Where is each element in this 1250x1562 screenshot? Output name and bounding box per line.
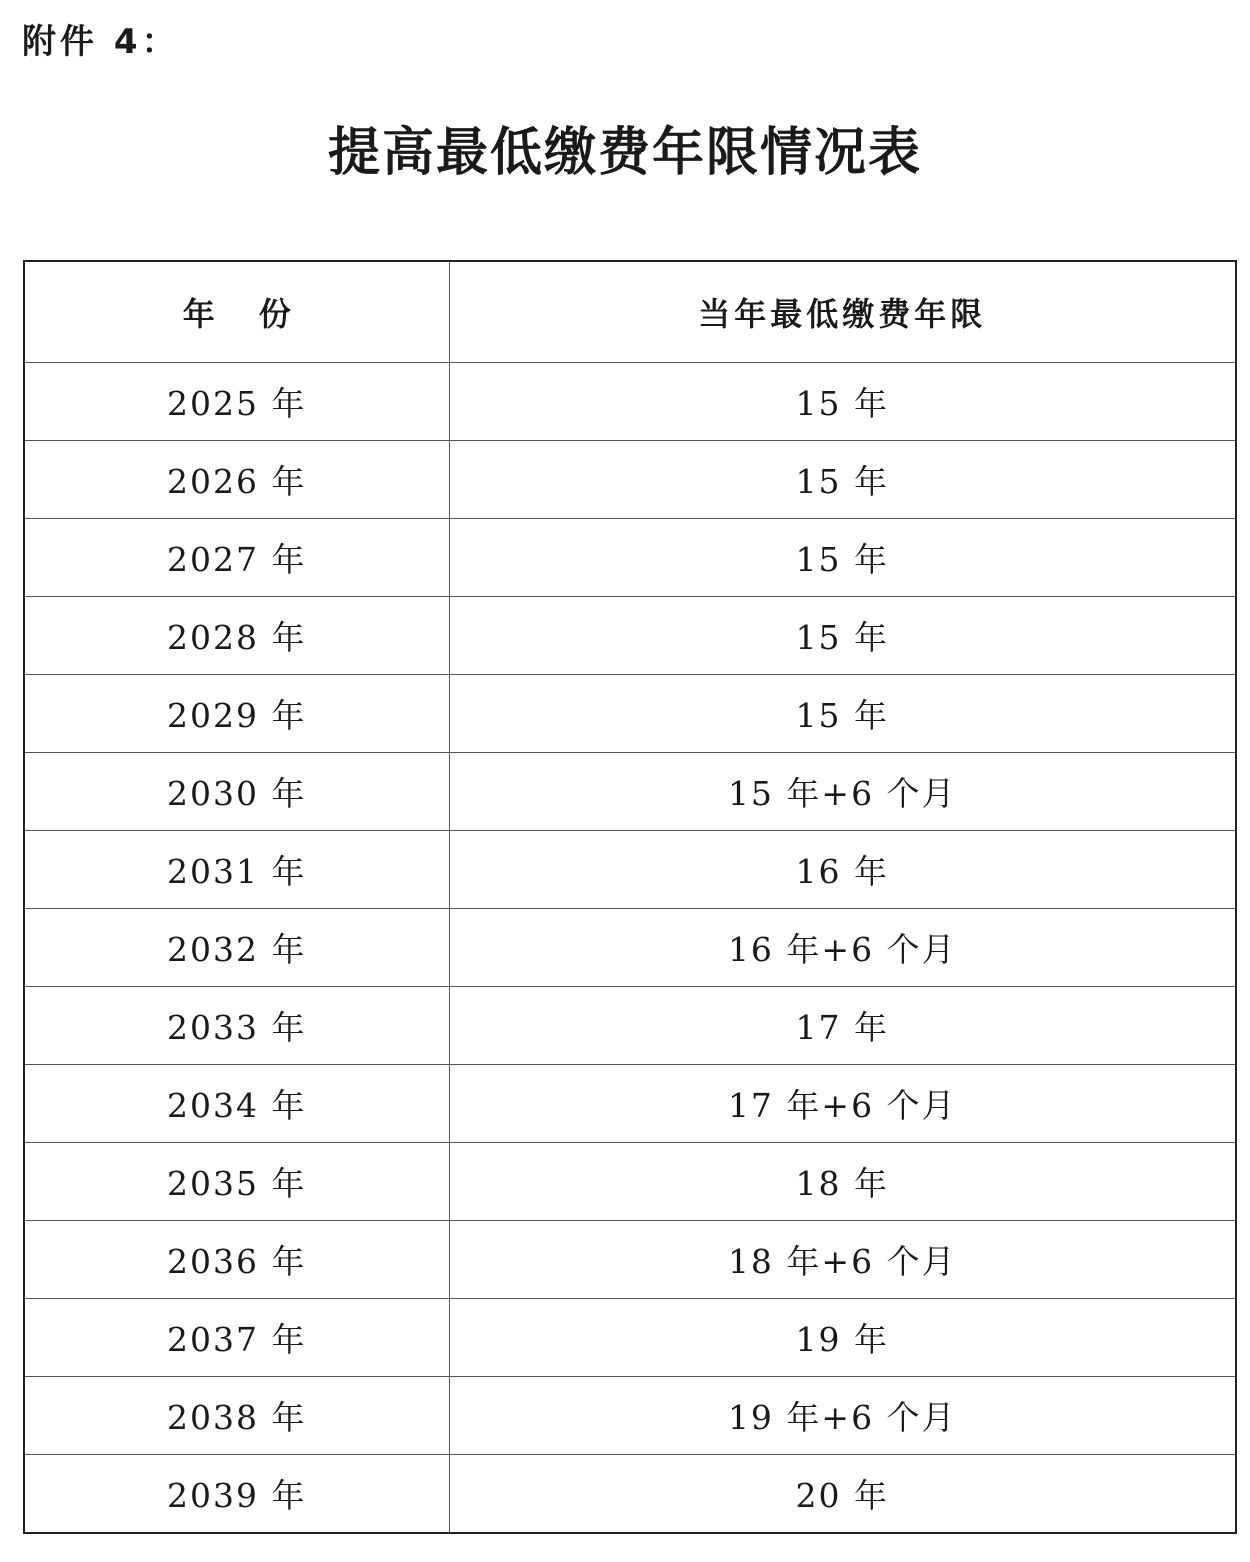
- year-cell: 2027 年: [24, 519, 449, 597]
- year-cell: 2025 年: [24, 363, 449, 441]
- year-cell: 2033 年: [24, 987, 449, 1065]
- minimum-years-cell: 15 年: [449, 675, 1236, 753]
- column-header-year: 年份: [24, 261, 449, 363]
- minimum-years-cell: 15 年: [449, 519, 1236, 597]
- year-cell: 2029 年: [24, 675, 449, 753]
- year-cell: 2028 年: [24, 597, 449, 675]
- minimum-years-cell: 18 年+6 个月: [449, 1221, 1236, 1299]
- minimum-years-cell: 15 年: [449, 363, 1236, 441]
- table-row: [24, 1221, 1236, 1299]
- table-row: [24, 987, 1236, 1065]
- year-cell: 2037 年: [24, 1299, 449, 1377]
- minimum-years-cell: 15 年: [449, 597, 1236, 675]
- minimum-years-cell: 16 年+6 个月: [449, 909, 1236, 987]
- table-row: [24, 909, 1236, 987]
- column-header-minimum-years: 当年最低缴费年限: [449, 261, 1236, 363]
- table-row: [24, 597, 1236, 675]
- table-row: [24, 1299, 1236, 1377]
- year-cell: 2026 年: [24, 441, 449, 519]
- year-cell: 2039 年: [24, 1455, 449, 1534]
- table-row: [24, 441, 1236, 519]
- minimum-years-cell: 17 年+6 个月: [449, 1065, 1236, 1143]
- minimum-years-cell: 18 年: [449, 1143, 1236, 1221]
- year-cell: 2030 年: [24, 753, 449, 831]
- table-row: [24, 1143, 1236, 1221]
- year-cell: 2036 年: [24, 1221, 449, 1299]
- year-cell: 2032 年: [24, 909, 449, 987]
- minimum-years-cell: 17 年: [449, 987, 1236, 1065]
- table-row: [24, 675, 1236, 753]
- year-cell: 2034 年: [24, 1065, 449, 1143]
- year-cell: 2038 年: [24, 1377, 449, 1455]
- table-row: [24, 363, 1236, 441]
- minimum-years-cell: 15 年: [449, 441, 1236, 519]
- table-row: [24, 519, 1236, 597]
- minimum-years-cell: 15 年+6 个月: [449, 753, 1236, 831]
- table-row: [24, 1455, 1236, 1534]
- minimum-years-cell: 19 年+6 个月: [449, 1377, 1236, 1455]
- year-cell: 2031 年: [24, 831, 449, 909]
- table-row: [24, 753, 1236, 831]
- table-header: [24, 261, 1236, 363]
- header-row: [24, 261, 1236, 363]
- minimum-years-cell: 16 年: [449, 831, 1236, 909]
- attachment-label: 附件 4：: [22, 22, 180, 62]
- minimum-years-cell: 19 年: [449, 1299, 1236, 1377]
- table-row: [24, 1377, 1236, 1455]
- minimum-contribution-table: [23, 260, 1237, 1534]
- year-cell: 2035 年: [24, 1143, 449, 1221]
- minimum-years-cell: 20 年: [449, 1455, 1236, 1534]
- table-row: [24, 831, 1236, 909]
- document-title: 提高最低缴费年限情况表: [327, 122, 922, 183]
- table-body: [24, 363, 1236, 1534]
- table-row: [24, 1065, 1236, 1143]
